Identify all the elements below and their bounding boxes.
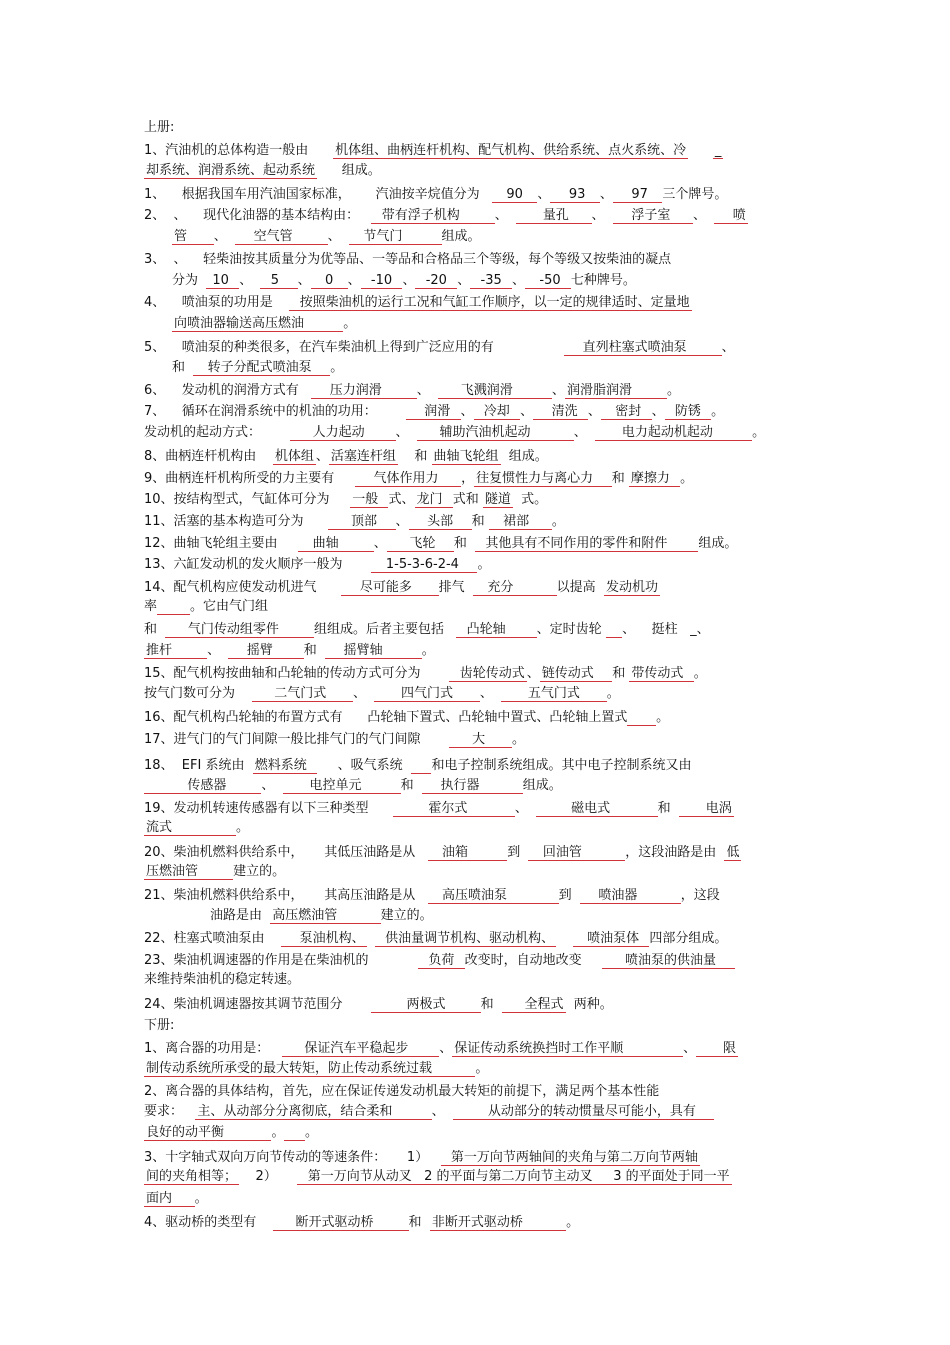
- answer-blank: 燃料系统: [254, 758, 315, 773]
- question-text: 、: [683, 1041, 697, 1056]
- question-text: 7、 循环在润滑系统中的机油的功用：: [144, 404, 406, 419]
- question-text: 2、 、 现代化油器的基本结构由：: [144, 208, 372, 223]
- question-text: 。: [305, 1125, 319, 1140]
- question-line: [144, 709, 809, 727]
- question-line: [172, 315, 809, 333]
- answer-blank: 机体组: [274, 449, 314, 464]
- answer-blank: 五气门式: [503, 686, 605, 701]
- answer-blank: 空气管: [237, 229, 326, 244]
- answer-blank: 霍尔式: [395, 801, 513, 816]
- question-text: 。: [551, 514, 565, 529]
- question-line: [144, 1168, 809, 1186]
- answer-blank: 管: [174, 229, 212, 244]
- answer-blank: 浮子室: [614, 208, 691, 223]
- question-text: 。: [421, 643, 435, 658]
- answer-blank: 辅助汽油机起动: [418, 425, 572, 440]
- answer-blank: 曲轴飞轮组: [433, 449, 499, 464]
- question-text: 5、 喷油泵的种类很多，在汽车柴油机上得到广泛应用的有: [144, 340, 565, 355]
- question-text: 和: [303, 643, 326, 658]
- answer-blank: 保证传动系统换挡时工作平顺: [454, 1041, 682, 1056]
- answer-blank: 带传动式: [631, 666, 692, 681]
- question-text: [367, 931, 375, 946]
- answer-blank: 0: [312, 273, 346, 288]
- question-text: 22、柱塞式喷油泵由: [144, 931, 282, 946]
- question-text: 、: [395, 514, 409, 529]
- question-text: 、: [353, 686, 375, 701]
- answer-blank: _: [714, 143, 722, 158]
- question-text: 、: [239, 273, 261, 288]
- question-line: [144, 971, 809, 989]
- question-text: 、定时齿轮: [536, 622, 606, 637]
- answer-blank: 发动机功: [605, 580, 658, 595]
- answer-blank: 磁电式: [538, 801, 656, 816]
- answer-blank: 第一万向节从动叉 2 的平面与第二万向节主动叉 3 的平面处于同一平: [299, 1169, 730, 1184]
- question-line: [172, 359, 809, 377]
- question-text: 、: [591, 208, 613, 223]
- answer-blank: 电力起动机起动: [597, 425, 751, 440]
- question-text: 、: [402, 273, 416, 288]
- question-text: 。: [271, 1125, 285, 1140]
- question-text: 、: [347, 273, 361, 288]
- question-text: 、: [537, 187, 551, 202]
- answer-blank: 充分: [474, 580, 555, 595]
- question-text: 式、: [388, 492, 415, 507]
- question-text: 组成。: [317, 163, 381, 178]
- answer-blank: 摩擦力: [630, 471, 679, 486]
- question-text: 。: [606, 686, 620, 701]
- answer-blank: 转子分配式喷油泵: [195, 360, 329, 375]
- question-line: [144, 863, 809, 881]
- answer-blank: 密封: [602, 404, 650, 419]
- question-line: [144, 382, 809, 400]
- question-text: 14、配气机构应使发动机进气: [144, 580, 342, 595]
- answer-blank: 链传动式: [541, 666, 611, 681]
- question-line: [210, 907, 809, 925]
- question-text: 、: [551, 383, 565, 398]
- question-text: 、: [213, 229, 236, 244]
- answer-blank: 冷却: [475, 404, 519, 419]
- question-text: 、: [373, 536, 387, 551]
- answer-blank: -50: [527, 273, 569, 288]
- question-text: ，这段: [680, 888, 720, 903]
- answer-blank: 保证汽车平稳起步: [283, 1041, 438, 1056]
- answer-blank: 1-5-3-6-2-4: [373, 557, 476, 572]
- question-text: 三个牌号。: [662, 187, 728, 202]
- answer-blank: [606, 622, 622, 638]
- answer-blank: [627, 710, 656, 726]
- answer-blank: 5: [262, 273, 296, 288]
- section-heading-lower-text: 下册:: [144, 1018, 175, 1033]
- question-line: [144, 1060, 809, 1078]
- question-line: [144, 513, 809, 531]
- answer-blank: 带有浮子机构: [373, 208, 493, 223]
- answer-blank: 飞溅润滑: [440, 383, 550, 398]
- question-text: ，: [461, 471, 475, 486]
- answer-blank: 二气门式: [253, 686, 351, 701]
- question-text: 、: [587, 404, 601, 419]
- answer-blank: 往复惯性力与离心力: [476, 471, 610, 486]
- question-text: 。: [511, 732, 525, 747]
- question-text: 、: [457, 273, 471, 288]
- answer-blank: 活塞连杆组: [330, 449, 396, 464]
- question-text: 以提高: [556, 580, 604, 595]
- answer-blank: 供油量调节机构、驱动机构、: [376, 931, 555, 946]
- question-text: 、: [261, 778, 283, 793]
- answer-blank: [157, 599, 190, 615]
- question-text: 。: [656, 710, 670, 725]
- answer-blank: 防锈: [666, 404, 710, 419]
- question-text: 23、柴油机调速器的作用是在柴油机的: [144, 953, 419, 968]
- question-text: 。: [477, 557, 491, 572]
- answer-blank: 压燃油管: [146, 864, 232, 879]
- answer-blank: 93: [552, 187, 598, 202]
- answer-blank: 回油管: [530, 845, 624, 860]
- question-text: 。: [475, 1061, 489, 1076]
- question-text: 到: [507, 845, 529, 860]
- question-line: [144, 1149, 809, 1167]
- question-text: 组成。: [522, 778, 562, 793]
- question-text: 10、按结构型式，气缸体可分为: [144, 492, 351, 507]
- answer-blank: -35: [472, 273, 510, 288]
- answer-blank: 大: [451, 732, 510, 747]
- section-heading-upper-text: 上册:: [144, 120, 175, 135]
- question-text: 、: [327, 229, 349, 244]
- question-line: [144, 1103, 809, 1121]
- question-text: 。: [680, 471, 694, 486]
- question-text: 和: [144, 622, 166, 637]
- question-text: 3、十字轴式双向万向节传动的等速条件： 1）: [144, 1150, 441, 1165]
- answer-blank: [284, 1125, 305, 1141]
- answer-blank: 节气门: [350, 229, 440, 244]
- question-line: [144, 1083, 809, 1101]
- question-text: 。: [194, 1191, 208, 1206]
- answer-blank: 良好的动平衡: [146, 1125, 270, 1140]
- question-line: [144, 403, 809, 421]
- question-text: 、: [526, 666, 540, 681]
- question-line: [144, 642, 809, 660]
- question-line: [172, 228, 809, 246]
- answer-blank: 飞轮: [388, 536, 452, 551]
- question-text: 按气门数可分为: [144, 686, 252, 701]
- answer-blank: 龙门: [416, 492, 451, 507]
- question-text: 和: [453, 536, 476, 551]
- question-text: 、: [651, 404, 665, 419]
- question-text: 建立的。: [233, 864, 286, 879]
- question-text: 。: [711, 404, 725, 419]
- answer-blank: 头部: [410, 514, 470, 529]
- question-line: [144, 1214, 809, 1232]
- question-line: [144, 800, 809, 818]
- question-text: 和: [397, 449, 432, 464]
- answer-blank: 气体作用力: [356, 471, 460, 486]
- question-text: 13、六缸发动机的发火顺序一般为: [144, 557, 372, 572]
- question-text: 、: [315, 449, 329, 464]
- answer-blank: 尽可能多: [343, 580, 437, 595]
- answer-blank: 推杆: [146, 643, 206, 658]
- answer-blank: 面内: [146, 1191, 193, 1206]
- answer-blank: 润滑脂润滑: [566, 383, 665, 398]
- question-line: [144, 930, 809, 948]
- question-text: 组组成。后者主要包括: [314, 622, 457, 637]
- question-text: 。: [693, 666, 707, 681]
- question-text: 、: [479, 686, 502, 701]
- answer-blank: 高压燃油管: [272, 908, 379, 923]
- answer-blank: 电控单元: [284, 778, 399, 793]
- question-line: [144, 1040, 809, 1058]
- question-text: 和: [172, 360, 194, 375]
- answer-blank: 断开式驱动桥: [274, 1215, 407, 1230]
- question-text: 要求：: [144, 1104, 196, 1119]
- question-text: 、: [721, 340, 735, 355]
- question-text: 1、 根据我国车用汽油国家标准， 汽油按辛烷值分为: [144, 187, 492, 202]
- section-heading-upper: [144, 119, 809, 137]
- question-text: 2）: [239, 1169, 298, 1184]
- answer-blank: 向喷油器输送高压燃油: [174, 316, 342, 331]
- answer-blank: 喷油泵体: [574, 931, 648, 946]
- question-line: [144, 1190, 809, 1208]
- answer-blank: 喷油泵的供油量: [604, 953, 733, 968]
- question-text: 和: [612, 666, 630, 681]
- answer-blank: 顶部: [330, 514, 394, 529]
- answer-blank: 摇臂: [230, 643, 302, 658]
- question-text: 、: [512, 273, 526, 288]
- question-text: 和: [400, 778, 422, 793]
- answer-blank: 低: [726, 845, 740, 860]
- question-text: 16、配气机构凸轮轴的布置方式有 凸轮轴下置式、凸轮轴中置式、凸轮轴上置式: [144, 710, 628, 725]
- question-line: [144, 685, 809, 703]
- question-line: [144, 339, 809, 357]
- answer-blank: 齿轮传动式: [451, 666, 525, 681]
- question-text: 、: [520, 404, 534, 419]
- question-text: 到: [558, 888, 580, 903]
- question-line: [144, 424, 809, 442]
- question-line: [144, 665, 809, 683]
- question-line: [172, 272, 809, 290]
- question-text: 。它由气门组: [189, 599, 268, 614]
- question-text: 和: [471, 514, 489, 529]
- question-text: 四部分组成。: [649, 931, 728, 946]
- answer-blank: 压力润滑: [313, 383, 415, 398]
- question-text: 15、配气机构按曲轴和凸轮轴的传动方式可分为: [144, 666, 450, 681]
- answer-blank: 量孔: [518, 208, 590, 223]
- answer-blank: 裙部: [490, 514, 550, 529]
- answer-blank: 10: [208, 273, 238, 288]
- question-text: 式。: [512, 492, 548, 507]
- answer-blank: 直列柱塞式喷油泵: [566, 340, 720, 355]
- question-line: [144, 142, 809, 160]
- question-text: 组成。: [698, 536, 738, 551]
- question-text: 18、 EFI 系统由: [144, 758, 253, 773]
- answer-blank: 机体组、曲柄连杆机构、配气机构、供给系统、点火系统、冷: [335, 143, 687, 158]
- question-text: 和: [480, 997, 502, 1012]
- question-line: [144, 844, 809, 862]
- answer-blank: 两极式: [373, 997, 479, 1012]
- question-text: 组成。: [500, 449, 548, 464]
- question-text: 。: [667, 383, 681, 398]
- answer-blank: 四气门式: [376, 686, 478, 701]
- question-line: [144, 207, 809, 225]
- question-line: [144, 996, 809, 1014]
- question-line: [144, 186, 809, 204]
- question-line: [144, 1124, 809, 1142]
- answer-blank: 喷: [716, 208, 746, 223]
- answer-blank: 主、从动部分分离彻底，结合柔和: [197, 1104, 430, 1119]
- answer-blank: -10: [362, 273, 401, 288]
- answer-blank: 电涡: [680, 801, 732, 816]
- question-text: 、: [297, 273, 311, 288]
- question-text: 17、进气门的气门间隙一般比排气门的气门间隙: [144, 732, 450, 747]
- question-text: 2、离合器的具体结构，首先，应在保证传递发动机最大转矩的前提下，满足两个基本性能: [144, 1084, 660, 1099]
- answer-blank: 90: [494, 187, 536, 202]
- question-text: 。: [752, 425, 766, 440]
- answer-blank: 高压喷油泵: [429, 888, 557, 903]
- question-text: 19、发动机转速传感器有以下三种类型: [144, 801, 394, 816]
- question-text: ，这段油路是由: [625, 845, 725, 860]
- question-line: [144, 470, 809, 488]
- answer-blank: 制传动系统所承受的最大转矩，防止传动系统过载: [146, 1061, 474, 1076]
- question-line: [144, 952, 809, 970]
- question-text: 发动机的起动方式：: [144, 425, 290, 440]
- answer-blank: 非断开式驱动桥: [431, 1215, 565, 1230]
- question-text: 式和: [452, 492, 483, 507]
- answer-blank: 清洗: [535, 404, 586, 419]
- question-text: 6、 发动机的润滑方式有: [144, 383, 312, 398]
- question-text: 1、汽油机的总体构造一般由: [144, 143, 334, 158]
- answer-blank: 润滑: [407, 404, 459, 419]
- answer-blank: 负荷: [420, 953, 463, 968]
- question-line: [144, 579, 809, 597]
- question-line: [144, 491, 809, 509]
- question-text: 、: [439, 1041, 453, 1056]
- question-text: 、吸气系统: [317, 758, 411, 773]
- question-text: 9、曲柄连杆机构所受的力主要有: [144, 471, 355, 486]
- answer-blank: -20: [417, 273, 456, 288]
- answer-blank: 泵油机构、: [283, 931, 365, 946]
- answer-blank: 间的夹角相等；: [146, 1169, 238, 1184]
- question-text: 、: [395, 425, 417, 440]
- question-text: 和: [408, 1215, 430, 1230]
- question-line: [144, 294, 809, 312]
- answer-blank: 第一万向节两轴间的夹角与第二万向节两轴: [442, 1150, 698, 1165]
- question-text: 。: [236, 820, 250, 835]
- question-text: 8、曲柄连杆机构由: [144, 449, 273, 464]
- question-text: 4、 喷油泵的功用是: [144, 295, 290, 310]
- question-text: 、: [693, 208, 715, 223]
- question-text: 11、活塞的基本构造可分为: [144, 514, 329, 529]
- question-line: [144, 535, 809, 553]
- answer-blank: 97: [614, 187, 661, 202]
- question-line: [144, 757, 809, 775]
- question-text: 20、柴油机燃料供给系中， 其低压油路是从: [144, 845, 428, 860]
- answer-blank: 却系统、润滑系统、起动系统: [146, 163, 316, 178]
- question-line: [144, 621, 809, 639]
- question-text: 、: [431, 1104, 453, 1119]
- question-text: 4、驱动桥的类型有: [144, 1215, 273, 1230]
- question-text: 。: [330, 360, 344, 375]
- answer-blank: 人力起动: [291, 425, 394, 440]
- question-text: 21、柴油机燃料供给系中， 其高压油路是从: [144, 888, 428, 903]
- question-text: 七种牌号。: [570, 273, 636, 288]
- question-text: 建立的。: [380, 908, 433, 923]
- question-text: 1、离合器的功用是：: [144, 1041, 282, 1056]
- question-text: 、: [599, 187, 613, 202]
- answer-blank: 喷油器: [581, 888, 679, 903]
- answer-blank: 限: [698, 1041, 736, 1056]
- answer-blank: 执行器: [423, 778, 521, 793]
- answer-blank: 摇臂轴: [327, 643, 420, 658]
- answer-blank: 流式: [146, 820, 234, 835]
- question-text: 12、曲轴飞轮组主要由: [144, 536, 299, 551]
- answer-blank: 曲轴: [300, 536, 372, 551]
- question-line: [144, 887, 809, 905]
- question-line: [144, 819, 809, 837]
- question-text: [556, 931, 573, 946]
- question-text: 分为: [172, 273, 207, 288]
- answer-blank: 从动部分的转动惯量尽可能小，具有: [454, 1104, 713, 1119]
- question-line: [144, 556, 809, 574]
- question-text: 、: [207, 643, 229, 658]
- question-text: 。: [566, 1215, 580, 1230]
- question-line: [144, 448, 809, 466]
- question-text: 、: [573, 425, 596, 440]
- question-text: 3、 、 轻柴油按其质量分为优等品、一等品和合格品三个等级，每个等级又按柴油的凝点: [144, 252, 672, 267]
- question-text: 组成。: [441, 229, 481, 244]
- section-heading-lower: [144, 1017, 809, 1035]
- answer-blank: 气门传动组零件: [167, 622, 312, 637]
- question-text: 、: [514, 801, 537, 816]
- question-text: 来维持柴油机的稳定转速。: [144, 972, 301, 987]
- question-text: 、: [460, 404, 474, 419]
- question-text: 。: [343, 316, 357, 331]
- question-text: 24、柴油机调速器按其调节范围分: [144, 997, 372, 1012]
- question-text: 改变时，自动地改变: [464, 953, 603, 968]
- question-text: 和: [657, 801, 679, 816]
- answer-blank: 油箱: [429, 845, 506, 860]
- answer-blank: 凸轮轴: [458, 622, 535, 637]
- question-text: 两种。: [565, 997, 613, 1012]
- question-line: [144, 251, 809, 269]
- answer-blank: 一般: [352, 492, 387, 507]
- answer-blank: [411, 758, 432, 774]
- question-text: [688, 143, 713, 158]
- answer-blank: 其他具有不同作用的零件和附件: [477, 536, 697, 551]
- answer-blank: 传感器: [146, 778, 260, 793]
- question-text: 和电子控制系统组成。其中电子控制系统又由: [431, 758, 692, 773]
- question-line: [144, 777, 809, 795]
- answer-blank: 按照柴油机的运行工况和气缸工作顺序，以一定的规律适时、定量地: [291, 295, 690, 310]
- answer-blank: 隧道: [484, 492, 511, 507]
- question-text: 排气: [438, 580, 473, 595]
- question-line: [144, 598, 809, 616]
- question-text: 、: [494, 208, 517, 223]
- question-line: [144, 731, 809, 749]
- question-line: [144, 162, 809, 180]
- question-text: 油路是由: [210, 908, 271, 923]
- answer-blank: 全程式: [503, 997, 564, 1012]
- question-text: 率: [144, 599, 158, 614]
- question-text: 、 挺柱 _、: [622, 622, 710, 637]
- question-text: 、: [416, 383, 439, 398]
- question-text: 和: [611, 471, 629, 486]
